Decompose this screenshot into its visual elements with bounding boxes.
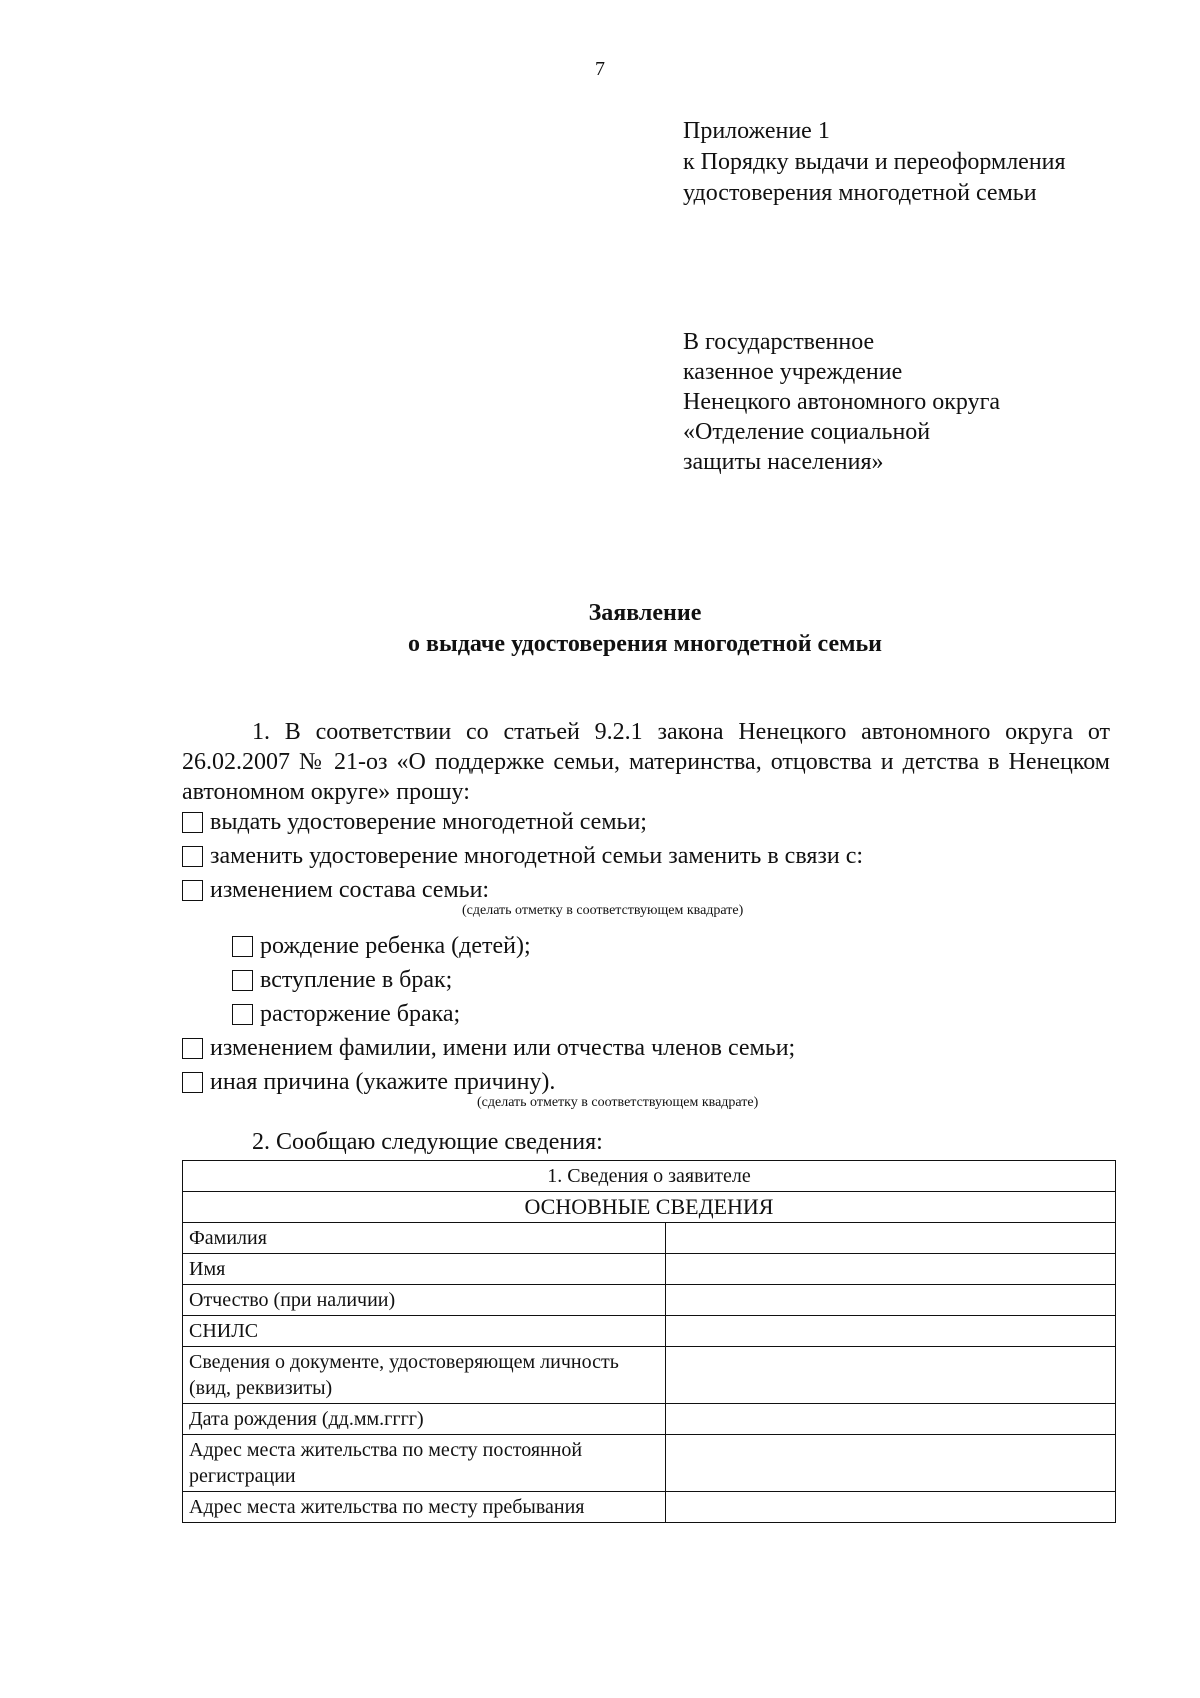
table-row bbox=[183, 1435, 1116, 1492]
option-label: вступление в брак; bbox=[260, 967, 453, 993]
option-issue[interactable] bbox=[182, 807, 1110, 837]
checkbox-other-reason[interactable] bbox=[182, 1072, 203, 1093]
checkbox-divorce[interactable] bbox=[232, 1004, 253, 1025]
checkbox-family-change[interactable] bbox=[182, 880, 203, 901]
row-value-field[interactable] bbox=[666, 1316, 1116, 1347]
option-label: изменением фамилии, имени или отчества членов семьи; bbox=[210, 1035, 796, 1061]
application-body bbox=[182, 717, 1110, 1157]
title-line-1: Заявление bbox=[588, 600, 702, 626]
row-label: Дата рождения (дд.мм.гггг) bbox=[183, 1404, 666, 1435]
row-value-field[interactable] bbox=[666, 1347, 1116, 1404]
table-row bbox=[183, 1404, 1116, 1435]
addressee-line: казенное учреждение bbox=[683, 359, 903, 385]
option-child-birth[interactable] bbox=[182, 931, 1110, 961]
option-label: иная причина (укажите причину). bbox=[210, 1069, 556, 1095]
appendix-line: Приложение 1 bbox=[683, 118, 830, 144]
option-label: расторжение брака; bbox=[260, 1001, 461, 1027]
row-label: Сведения о документе, удостоверяющем личность (вид, реквизиты) bbox=[183, 1347, 666, 1404]
section-1-paragraph: 1. В соответствии со статьей 9.2.1 закона Ненецкого автономного округа от 26.02.2007 № 21-оз «О поддержке семьи, материнства, отцовства и детства в Ненецком автономном округе» прошу: bbox=[182, 719, 1110, 805]
checkbox-child-birth[interactable] bbox=[232, 936, 253, 957]
checkbox-marriage[interactable] bbox=[232, 970, 253, 991]
row-value-field[interactable] bbox=[666, 1404, 1116, 1435]
row-value-field[interactable] bbox=[666, 1223, 1116, 1254]
table-row bbox=[183, 1316, 1116, 1347]
mark-hint: (сделать отметку в соответствующем квадрате) bbox=[462, 903, 744, 918]
table-row bbox=[183, 1254, 1116, 1285]
option-replace[interactable] bbox=[182, 841, 1110, 871]
option-name-change[interactable] bbox=[182, 1033, 1110, 1063]
row-value-field[interactable] bbox=[666, 1492, 1116, 1523]
section-2-heading: 2. Сообщаю следующие сведения: bbox=[252, 1129, 603, 1155]
option-marriage[interactable] bbox=[182, 965, 1110, 995]
table-subheader: ОСНОВНЫЕ СВЕДЕНИЯ bbox=[183, 1192, 1116, 1223]
checkbox-name-change[interactable] bbox=[182, 1038, 203, 1059]
appendix-line: к Порядку выдачи и переоформления bbox=[683, 149, 1066, 175]
table-row bbox=[183, 1285, 1116, 1316]
row-label: Имя bbox=[183, 1254, 666, 1285]
addressee-block bbox=[683, 327, 1000, 477]
checkbox-issue[interactable] bbox=[182, 812, 203, 833]
addressee-line: В государственное bbox=[683, 329, 875, 355]
table-row bbox=[183, 1347, 1116, 1404]
addressee-line: защиты населения» bbox=[683, 449, 884, 475]
table-row bbox=[183, 1223, 1116, 1254]
mark-hint: (сделать отметку в соответствующем квадрате) bbox=[477, 1095, 759, 1110]
row-label: СНИЛС bbox=[183, 1316, 666, 1347]
option-divorce[interactable] bbox=[182, 999, 1110, 1029]
table-header: 1. Сведения о заявителе bbox=[183, 1161, 1116, 1192]
option-label: заменить удостоверение многодетной семьи заменить в связи с: bbox=[210, 843, 864, 869]
option-label: выдать удостоверение многодетной семьи; bbox=[210, 809, 647, 835]
row-value-field[interactable] bbox=[666, 1285, 1116, 1316]
row-label: Фамилия bbox=[183, 1223, 666, 1254]
applicant-info-table bbox=[182, 1160, 1116, 1523]
addressee-line: Ненецкого автономного округа bbox=[683, 389, 1001, 415]
checkbox-replace[interactable] bbox=[182, 846, 203, 867]
appendix-block bbox=[683, 116, 1066, 209]
row-value-field[interactable] bbox=[666, 1254, 1116, 1285]
row-value-field[interactable] bbox=[666, 1435, 1116, 1492]
appendix-line: удостоверения многодетной семьи bbox=[683, 180, 1037, 206]
row-label: Адрес места жительства по месту пребывания bbox=[183, 1492, 666, 1523]
table-row bbox=[183, 1492, 1116, 1523]
row-label: Адрес места жительства по месту постоянной регистрации bbox=[183, 1435, 666, 1492]
addressee-line: «Отделение социальной bbox=[683, 419, 931, 445]
row-label: Отчество (при наличии) bbox=[183, 1285, 666, 1316]
document-title bbox=[0, 598, 1200, 660]
title-line-2: о выдаче удостоверения многодетной семьи bbox=[408, 631, 882, 657]
page-number: 7 bbox=[595, 58, 605, 80]
option-label: изменением состава семьи: bbox=[210, 877, 490, 903]
option-label: рождение ребенка (детей); bbox=[260, 933, 531, 959]
